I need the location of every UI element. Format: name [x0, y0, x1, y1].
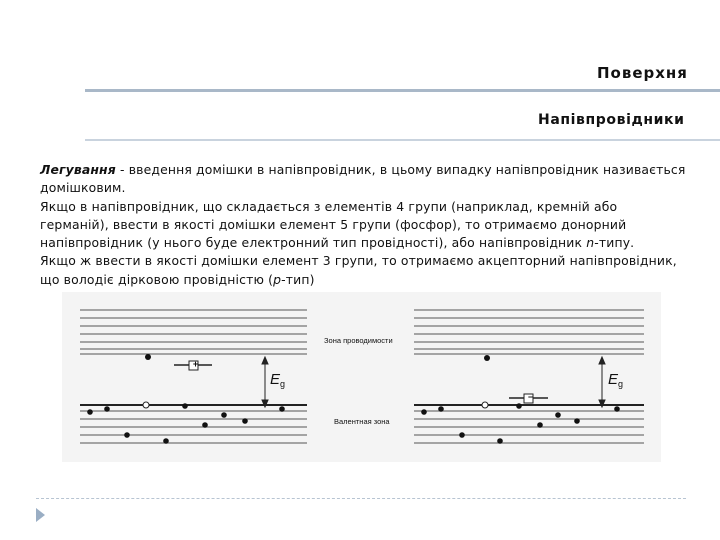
subtitle-divider	[85, 139, 720, 141]
donor-text: Якщо в напівпровідник, що складається з елементів 4 групи (наприклад, кремній або германій), ввести в якості домішки елемент 5 групи (фосфор), то отримаємо донорний напівпровідник (у нього буде електронний тип провідності), або напівпровідник	[40, 198, 627, 251]
term-doping: Легування	[40, 162, 116, 177]
conduction-band-label: Зона проводимости	[324, 336, 393, 345]
paragraph-acceptor	[40, 252, 690, 289]
footer-divider	[36, 498, 686, 499]
slide-title: Поверхня	[597, 64, 688, 82]
n-type-symbol: n	[586, 235, 595, 251]
acceptor-text: Якщо ж ввести в якості домішки елемент 3 групи, то отримаємо акцепторний напівпровідник, що володіє дірковою провідністю (	[40, 253, 677, 287]
acceptor-sign: −	[527, 392, 534, 402]
p-type-symbol: p	[273, 271, 282, 287]
paragraph-donor	[40, 198, 690, 253]
title-divider	[85, 89, 720, 92]
band-gap-label-right: $E_g$	[608, 371, 624, 389]
next-slide-arrow-icon[interactable]	[36, 508, 45, 522]
definition-text: - введення домішки в напівпровідник, в цьому випадку напівпровідник називається домішковим.	[40, 162, 686, 196]
donor-sign: +	[192, 359, 199, 369]
acceptor-text-end: -тип)	[281, 271, 315, 287]
band-diagram-drawing	[62, 292, 661, 462]
band-gap-label-left: $E_g$	[270, 371, 286, 389]
donor-text-end: -типу.	[594, 235, 635, 251]
slide-subtitle: Напівпровідники	[538, 112, 685, 128]
body-text	[40, 161, 690, 289]
paragraph-definition	[40, 161, 690, 198]
band-diagram	[62, 292, 661, 462]
valence-band-label: Валентная зона	[334, 417, 390, 426]
